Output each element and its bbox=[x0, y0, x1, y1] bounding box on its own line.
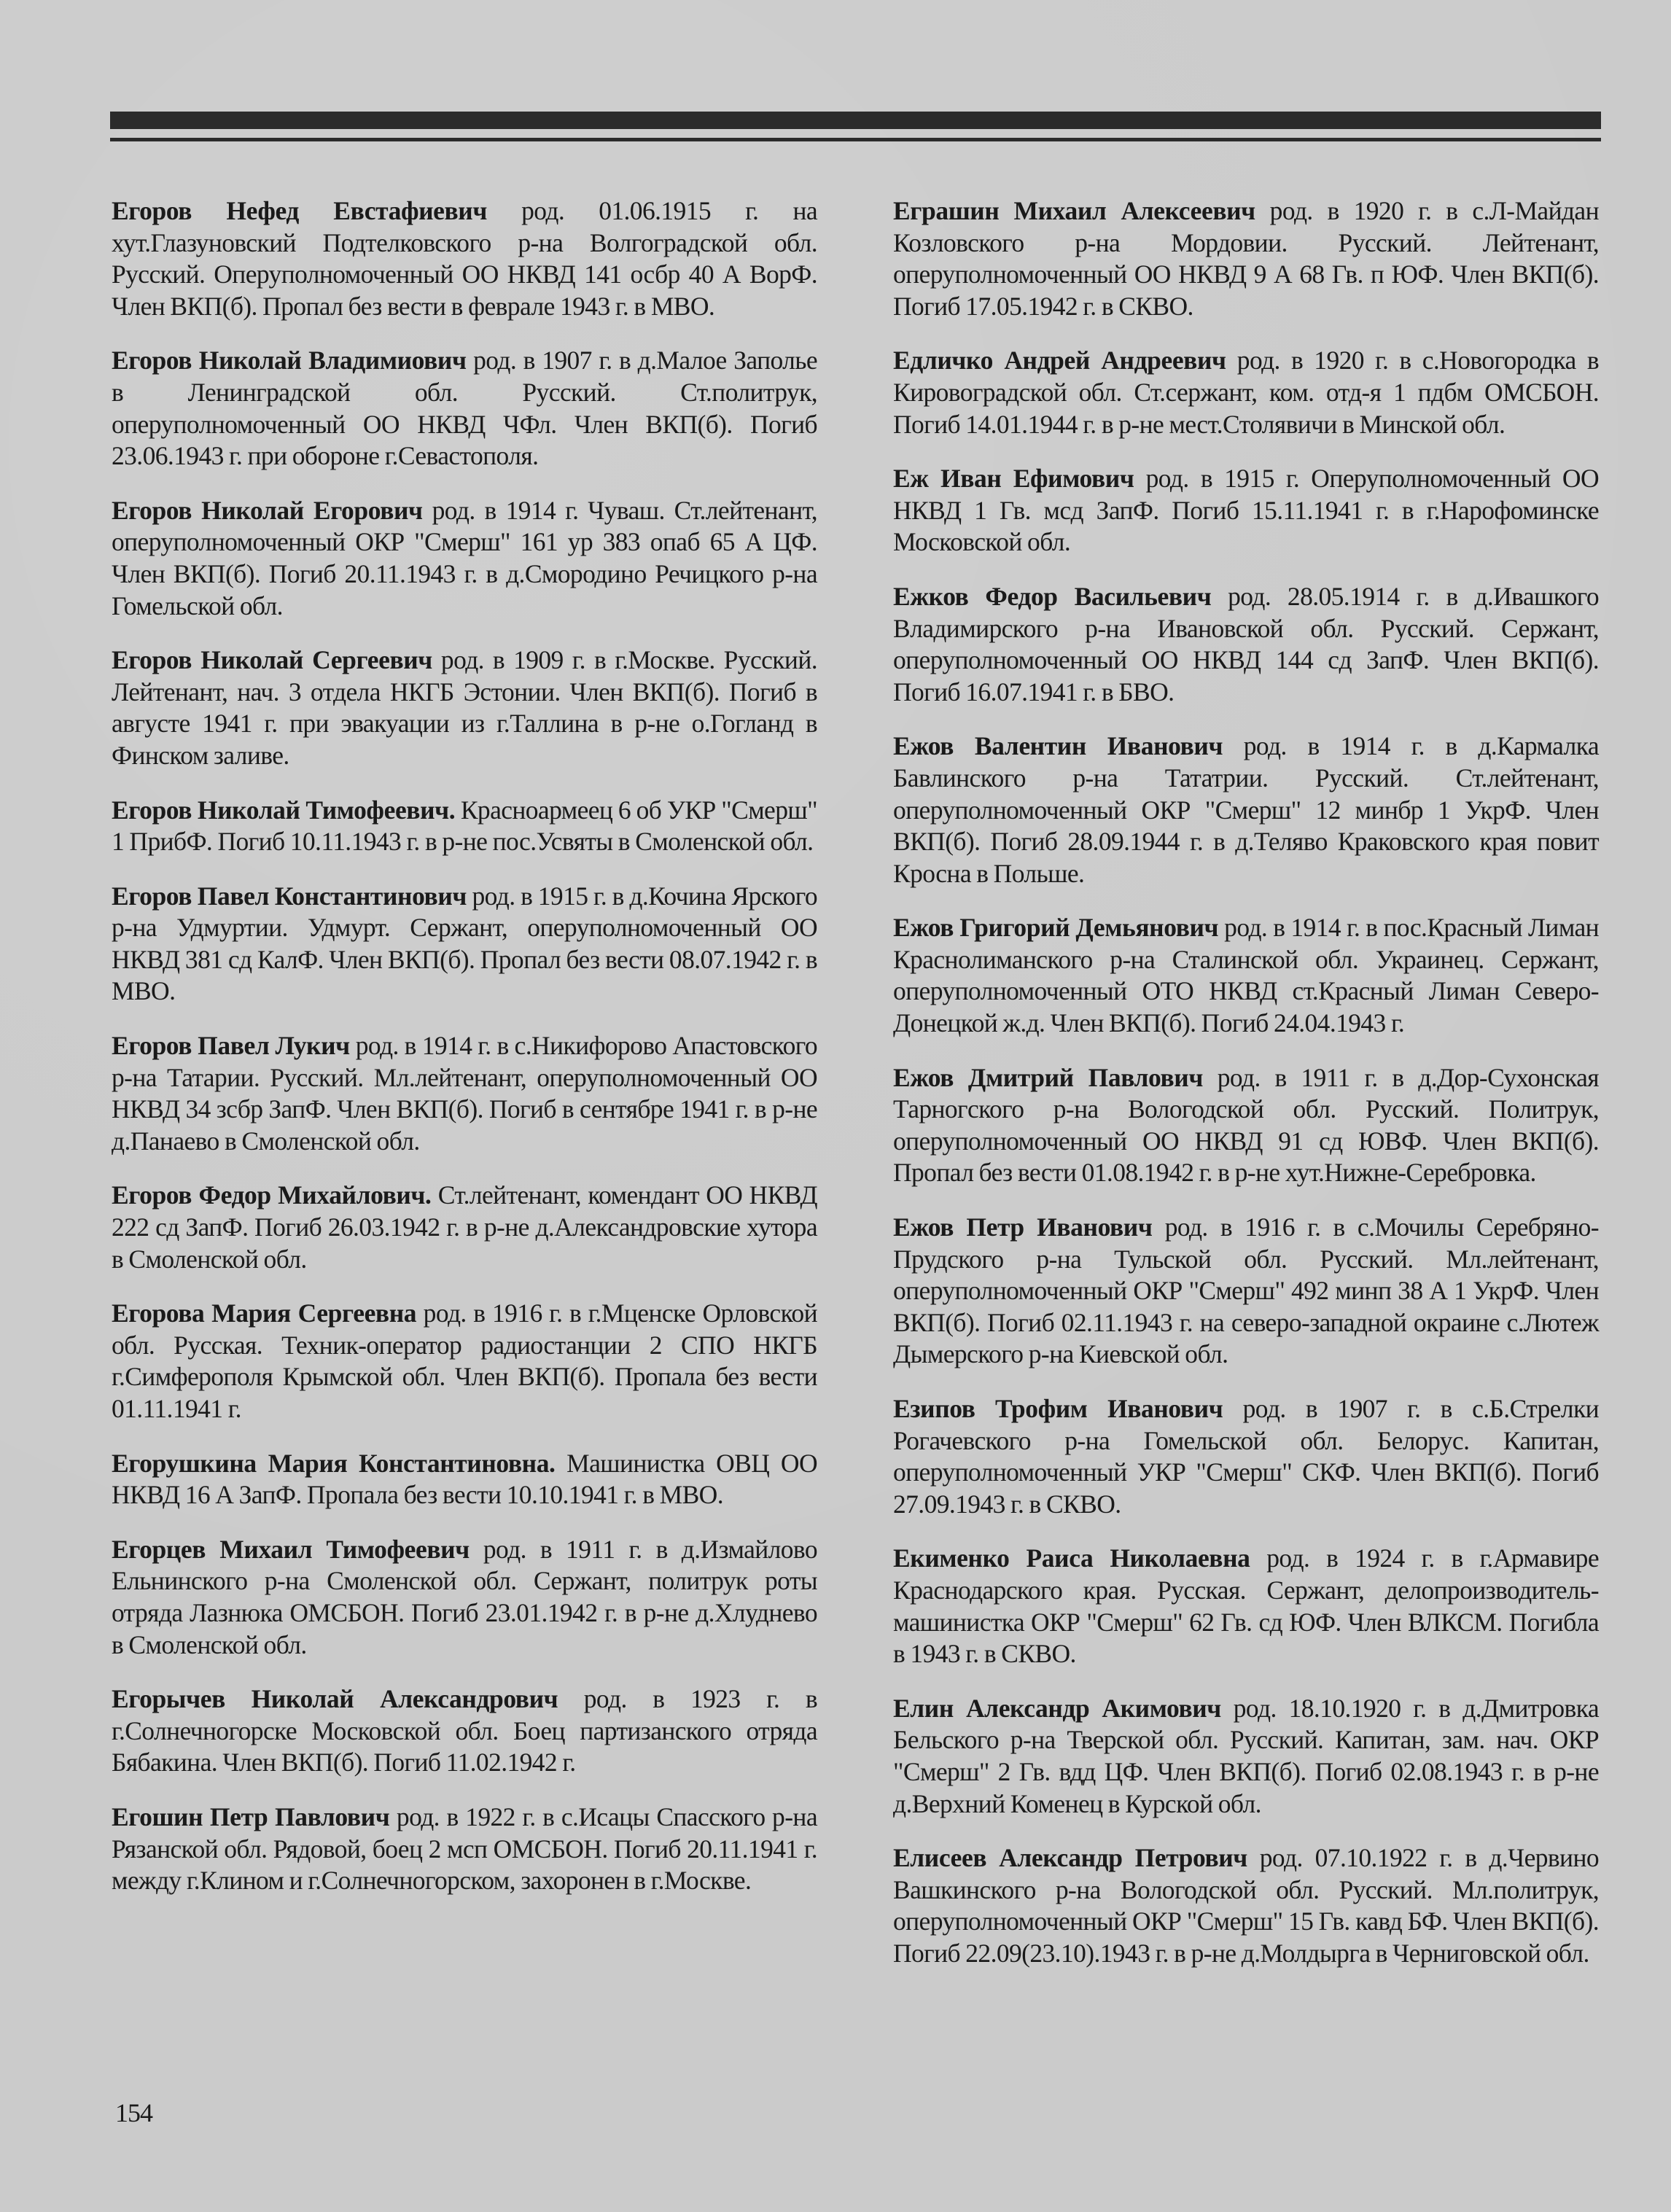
header-rule-thin bbox=[110, 138, 1601, 141]
entry-name: Егоров Николай Владимиович bbox=[112, 346, 467, 375]
entry-name: Екименко Раиса Николаевна bbox=[893, 1543, 1250, 1573]
entry-text: род. в 1916 г. в г.Мценске Орловской обл. Русская. Техник-оператор радиостанции 2 СПО НКГБ г.Симферополя Крымской обл. Член ВКП(б). Пропала без вести 01.11.1941 г. bbox=[112, 1298, 817, 1423]
entry-name: Егорычев Николай Александрович bbox=[112, 1684, 558, 1714]
entry-name: Еж Иван Ефимович bbox=[893, 464, 1134, 494]
entry-name: Езипов Трофим Иванович bbox=[893, 1394, 1223, 1423]
entry-text: род. в 1922 г. в с.Исацы Спасского р-на Рязанской обл. Рядовой, боец 2 мсп ОМСБОН. Погиб 20.11.1941 г. между г.Клином и г.Солнечногорском, захоронен в г.Москве. bbox=[112, 1802, 817, 1896]
entry bbox=[112, 1030, 817, 1157]
entry-text: род. 01.06.1915 г. на хут.Глазуновский Подтелковского р-на Волгоградской обл. Русский. Оперуполномоченный ОО НКВД 141 осбр 40 А ВорФ. Член ВКП(б). Пропал без вести в феврале 1943 г. в МВО. bbox=[112, 196, 817, 321]
entry-name: Егоров Николай Сергеевич bbox=[112, 645, 432, 675]
entry-name: Еграшин Михаил Алексеевич bbox=[893, 196, 1255, 225]
entry-name: Егоров Павел Константинович bbox=[112, 881, 467, 911]
entry-text: род. в 1914 г. в пос.Красный Лиман Краснолиманского р-на Сталинской обл. Украинец. Сержант, оперуполномоченный ОТО НКВД ст.Красный Лиман Северо-Донецкой ж.д. Член ВКП(б). Погиб 24.04.1943 г. bbox=[893, 913, 1599, 1038]
entry bbox=[893, 1062, 1599, 1189]
entry-name: Елисеев Александр Петрович bbox=[893, 1843, 1247, 1873]
entry bbox=[112, 1683, 817, 1779]
entry bbox=[893, 1842, 1599, 1969]
entry-text: род. в 1914 г. в с.Никифорово Апастовского р-на Татарии. Русский. Мл.лейтенант, оперуполномоченный ОО НКВД 34 зсбр ЗапФ. Член ВКП(б). Погиб в сентябре 1941 г. в р-не д.Панаево в Смоленской обл. bbox=[112, 1031, 818, 1156]
entry bbox=[112, 1180, 817, 1275]
entry bbox=[893, 731, 1599, 889]
entry-name: Егоров Николай Тимофеевич. bbox=[112, 795, 456, 825]
entry bbox=[893, 581, 1599, 708]
entry-name: Елин Александр Акимович bbox=[893, 1693, 1221, 1723]
entry bbox=[112, 1448, 817, 1511]
entry-text: род. в 1909 г. в г.Москве. Русский. Лейтенант, нач. 3 отдела НКГБ Эстонии. Член ВКП(б). Погиб в августе 1941 г. при эвакуации из г.Таллина в р-не о.Гогланд в Финском заливе. bbox=[112, 645, 817, 770]
entry-name: Егоров Павел Лукич bbox=[112, 1031, 350, 1061]
entry-name: Ежов Петр Иванович bbox=[893, 1212, 1153, 1242]
entry-text: род. 18.10.1920 г. в д.Дмитровка Бельского р-на Тверской обл. Русский. Капитан, зам. нач. ОКР "Смерш" 2 Гв. вдд ЦФ. Член ВКП(б). Погиб 02.08.1943 г. в р-не д.Верхний Коменец в Курской обл. bbox=[893, 1693, 1599, 1818]
entry-text: род. в 1915 г. Оперуполномоченный ОО НКВД 1 Гв. мсд ЗапФ. Погиб 15.11.1941 г. в г.Нарофоминске Московской обл. bbox=[893, 464, 1599, 557]
entry-name: Егорова Мария Сергеевна bbox=[112, 1298, 417, 1328]
entry-text: род. в 1924 г. в г.Армавире Краснодарского края. Русская. Сержант, делопроизводитель-машинистка ОКР "Смерш" 62 Гв. сд ЮФ. Член ВЛКСМ. Погибла в 1943 г. в СКВО. bbox=[893, 1543, 1599, 1669]
entry-text: род. в 1920 г. в с.Л-Майдан Козловского р-на Мордовии. Русский. Лейтенант, оперуполномоченный ОО НКВД 9 А 68 Гв. п ЮФ. Член ВКП(б). Погиб 17.05.1942 г. в СКВО. bbox=[893, 196, 1599, 321]
entry bbox=[893, 463, 1599, 558]
entry-text: Красноармеец 6 об УКР "Смерш" 1 ПрибФ. Погиб 10.11.1943 г. в р-не пос.Усвяты в Смоленской обл. bbox=[112, 795, 817, 857]
entry bbox=[112, 795, 817, 858]
entry-text: род. в 1911 г. в д.Дор-Сухонская Тарногского р-на Вологодской обл. Русский. Политрук, оперуполномоченный ОО НКВД 91 сд ЮВФ. Член ВКП(б). Пропал без вести 01.08.1942 г. в р-не хут.Нижне-Серебровка. bbox=[893, 1062, 1599, 1188]
entry bbox=[893, 1393, 1599, 1520]
header-rule-thick bbox=[110, 112, 1601, 129]
entry-name: Егорцев Михаил Тимофеевич bbox=[112, 1534, 470, 1564]
entry-name: Ежков Федор Васильевич bbox=[893, 581, 1212, 611]
entry bbox=[112, 644, 817, 771]
entry-text: род. в 1907 г. в с.Б.Стрелки Рогачевского р-на Гомельской обл. Белорус. Капитан, оперуполномоченный УКР "Смерш" СКФ. Член ВКП(б). Погиб 27.09.1943 г. в СКВО. bbox=[893, 1394, 1599, 1519]
entry-name: Ежов Валентин Иванович bbox=[893, 731, 1223, 761]
entry-name: Ежов Григорий Демьянович bbox=[893, 913, 1219, 943]
entry-text: род. 07.10.1922 г. в д.Червино Вашкинского р-на Вологодской обл. Русский. Мл.политрук, оперуполномоченный ОКР "Смерш" 15 Гв. кавд БФ. Член ВКП(б). Погиб 22.09(23.10).1943 г. в р-не д.Молдырга в Черниговской обл. bbox=[893, 1843, 1600, 1968]
entry bbox=[893, 195, 1599, 322]
entry bbox=[893, 1693, 1599, 1820]
entry bbox=[112, 1534, 817, 1661]
entry-name: Егоров Нефед Евстафиевич bbox=[112, 196, 487, 225]
entry-text: род. в 1907 г. в д.Малое Заполье в Ленинградской обл. Русский. Ст.политрук, оперуполномоченный ОО НКВД ЧФл. Член ВКП(б). Погиб 23.06.1943 г. при обороне г.Севастополя. bbox=[112, 346, 818, 471]
entry-name: Егоров Николай Егорович bbox=[112, 495, 423, 525]
entry-name: Егошин Петр Павлович bbox=[112, 1802, 390, 1831]
entry-text: род. 28.05.1914 г. в д.Ивашкого Владимирского р-на Ивановской обл. Русский. Сержант, оперуполномоченный ОО НКВД 144 сд ЗапФ. Член ВКП(б). Погиб 16.07.1941 г. в БВО. bbox=[893, 581, 1599, 706]
page-number: 154 bbox=[115, 2098, 152, 2127]
entry bbox=[893, 912, 1599, 1039]
entry-text: Ст.лейтенант, комендант ОО НКВД 222 сд ЗапФ. Погиб 26.03.1942 г. в р-не д.Александровские хутора в Смоленской обл. bbox=[112, 1180, 817, 1274]
entry-name: Егоров Федор Михайлович. bbox=[112, 1180, 432, 1210]
entry bbox=[112, 881, 817, 1008]
entry bbox=[893, 345, 1599, 440]
entry bbox=[112, 495, 817, 622]
right-column bbox=[893, 195, 1599, 1993]
entry-text: род. в 1914 г. в д.Кармалка Бавлинского р-на Тататрии. Русский. Ст.лейтенант, оперуполномоченный ОКР "Смерш" 12 минбр 1 УкрФ. Член ВКП(б). Погиб 28.09.1944 г. в д.Теляво Краковского края повит Кросна в Польше. bbox=[893, 731, 1599, 888]
entry bbox=[112, 345, 817, 472]
entry bbox=[893, 1212, 1599, 1371]
entry-name: Егорушкина Мария Константиновна. bbox=[112, 1448, 556, 1478]
entry-name: Едличко Андрей Андреевич bbox=[893, 346, 1226, 375]
entry bbox=[893, 1543, 1599, 1670]
left-column bbox=[112, 195, 817, 1920]
entry bbox=[112, 195, 817, 322]
entry-text: Машинистка ОВЦ ОО НКВД 16 А ЗапФ. Пропала без вести 10.10.1941 г. в МВО. bbox=[112, 1448, 817, 1510]
entry-text: род. в 1920 г. в с.Новогородка в Кировоградской обл. Ст.сержант, ком. отд-я 1 пдбм ОМСБОН. Погиб 14.01.1944 г. в р-не мест.Столявичи в Минской обл. bbox=[893, 346, 1599, 439]
entry bbox=[112, 1298, 817, 1425]
entry-text: род. в 1916 г. в с.Мочилы Серебряно-Прудского р-на Тульской обл. Русский. Мл.лейтенант, оперуполномоченный ОКР "Смерш" 492 минп 38 А 1 УкрФ. Член ВКП(б). Погиб 02.11.1943 г. на северо-западной окраине с.Лютеж Дымерского р-на Киевской обл. bbox=[893, 1212, 1599, 1369]
entry-text: род. в 1923 г. в г.Солнечногорске Московской обл. Боец партизанского отряда Бябакина. Член ВКП(б). Погиб 11.02.1942 г. bbox=[112, 1684, 817, 1777]
entry bbox=[112, 1802, 817, 1897]
entry-text: род. в 1914 г. Чуваш. Ст.лейтенант, оперуполномоченный ОКР "Смерш" 161 ур 383 опаб 65 А ЦФ. Член ВКП(б). Погиб 20.11.1943 г. в д.Смородино Речицкого р-на Гомельской обл. bbox=[112, 495, 818, 620]
entry-name: Ежов Дмитрий Павлович bbox=[893, 1062, 1203, 1092]
entry-text: род. в 1911 г. в д.Измайлово Ельнинского р-на Смоленской обл. Сержант, политрук роты отряда Лазнюка ОМСБОН. Погиб 23.01.1942 г. в р-не д.Хлуднево в Смоленской обл. bbox=[112, 1534, 817, 1659]
entry-text: род. в 1915 г. в д.Кочина Ярского р-на Удмуртии. Удмурт. Сержант, оперуполномоченный ОО НКВД 381 сд КалФ. Член ВКП(б). Пропал без вести 08.07.1942 г. в МВО. bbox=[112, 881, 817, 1006]
